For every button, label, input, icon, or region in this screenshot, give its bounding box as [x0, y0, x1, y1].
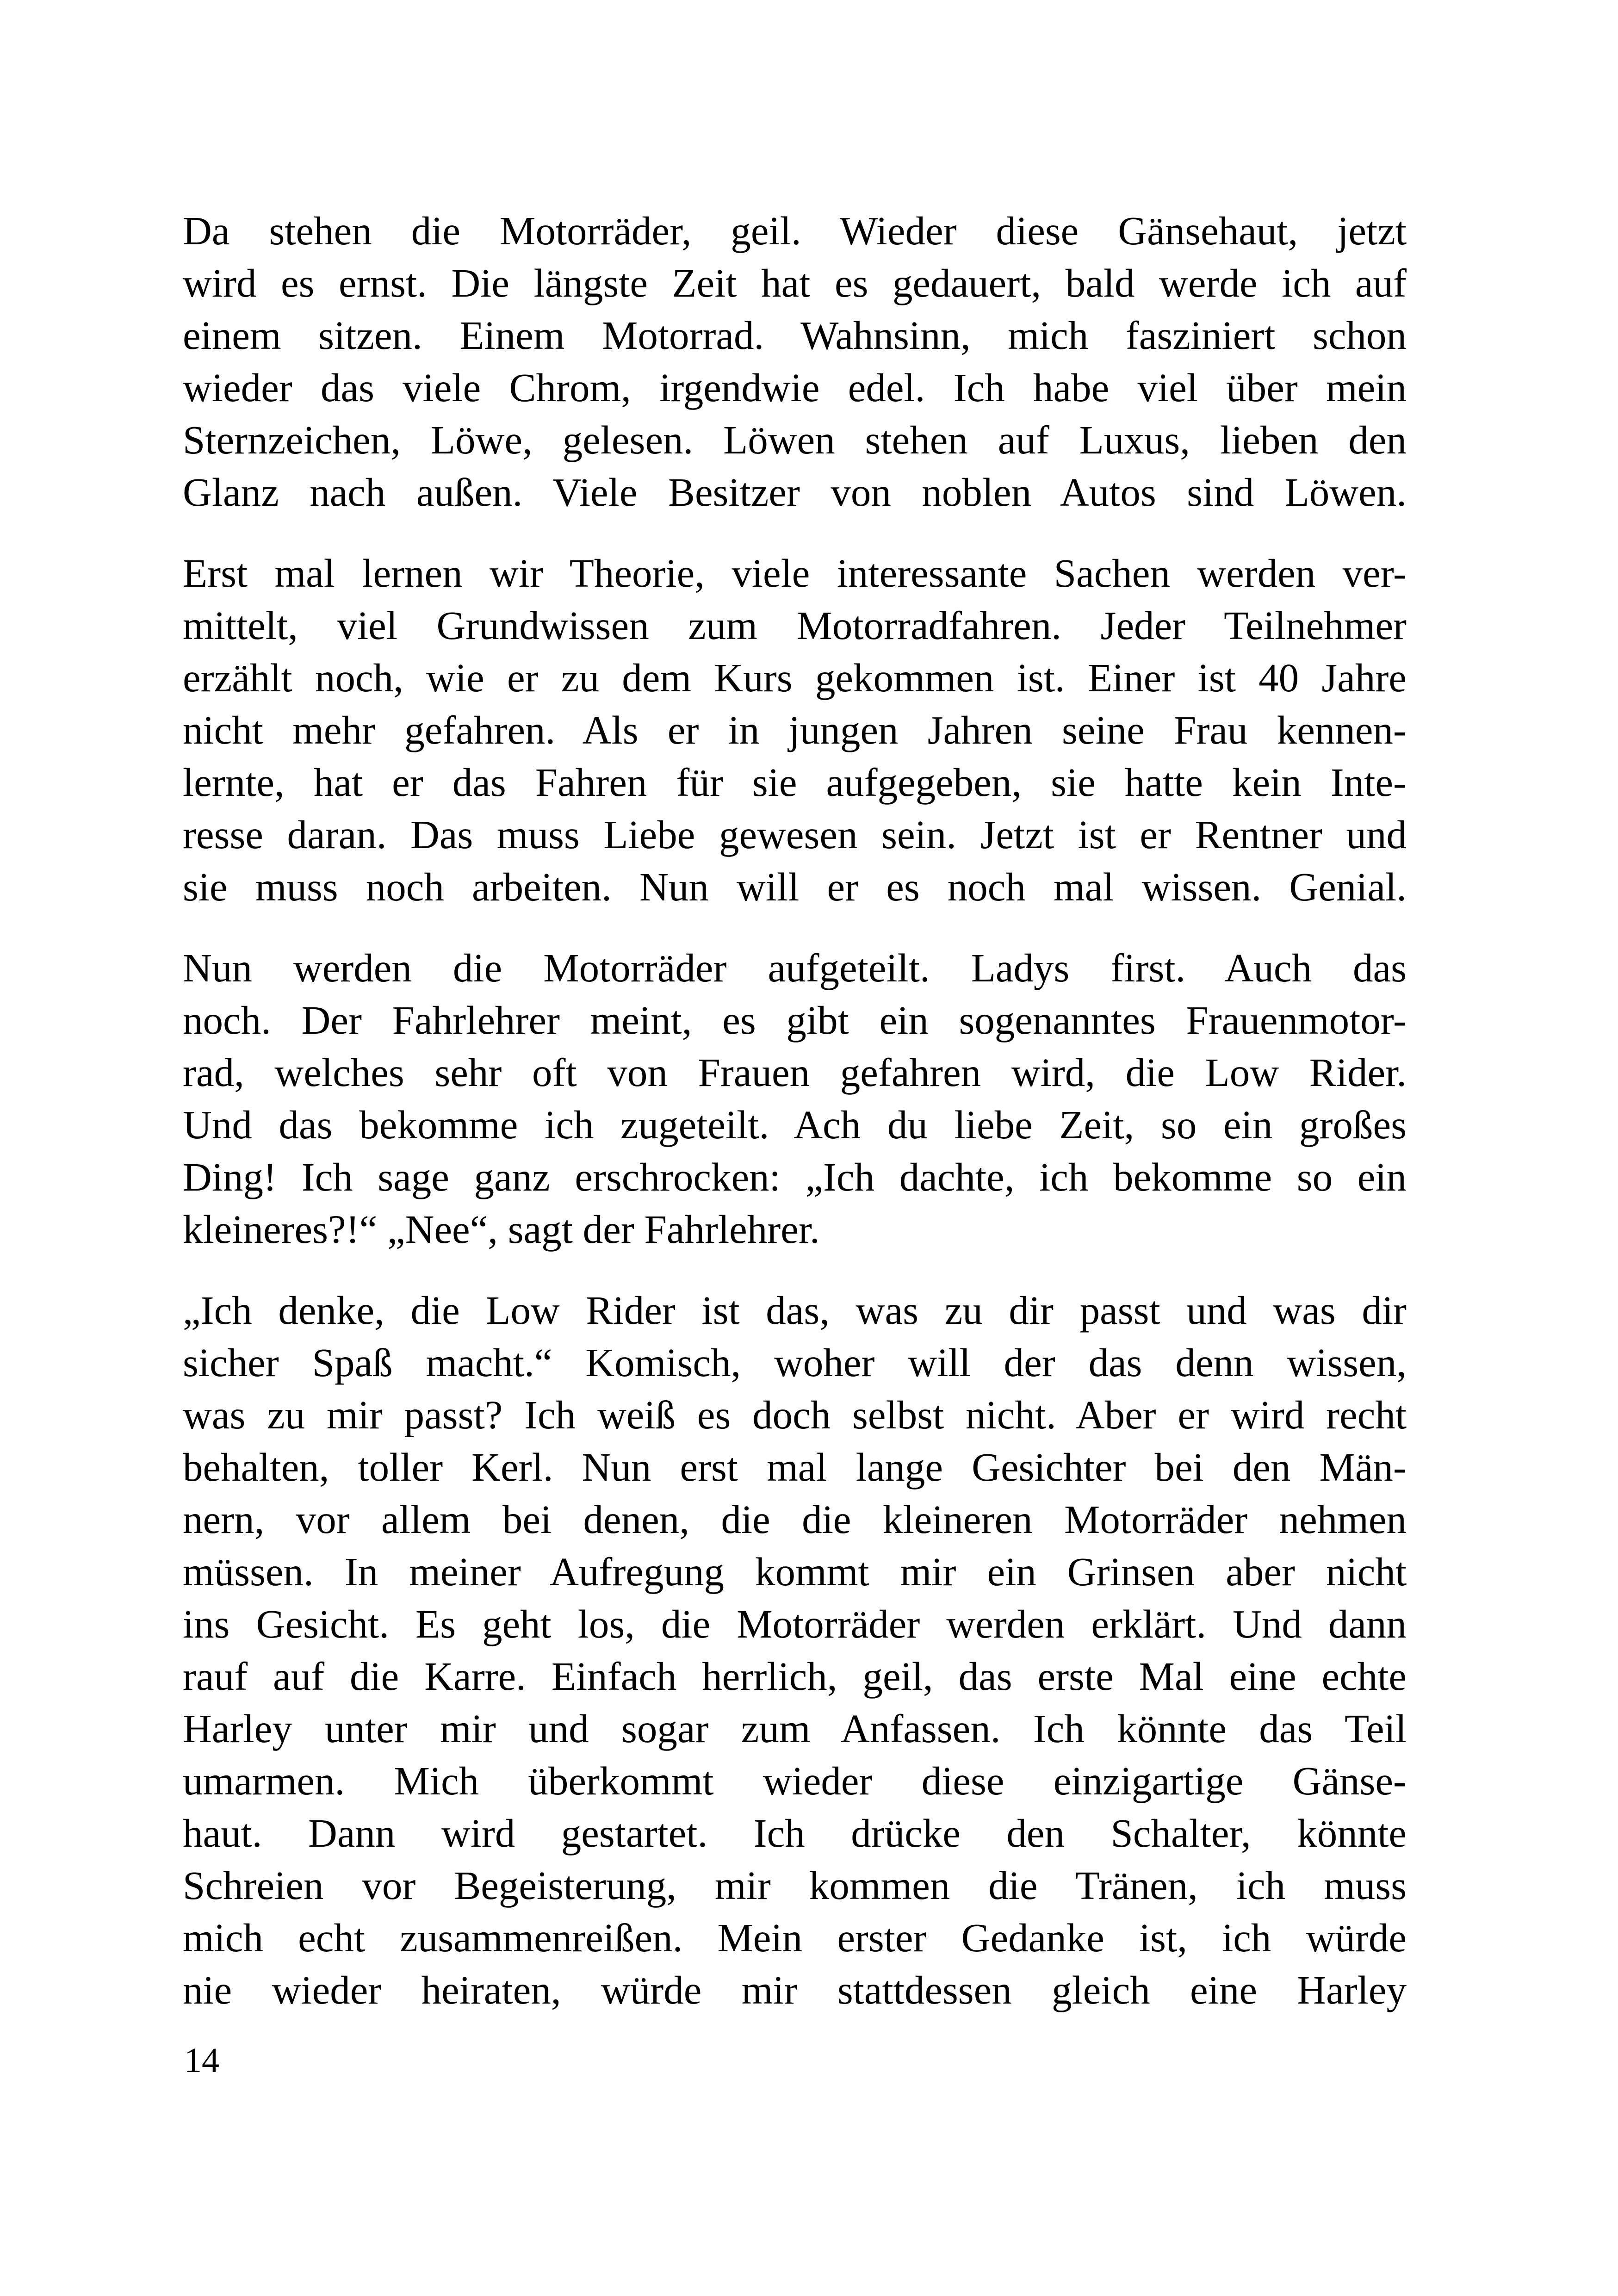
- text-line: wieder das viele Chrom, irgendwie edel. Ich habe viel über mein: [183, 365, 1407, 410]
- text-line: noch. Der Fahrlehrer meint, es gibt ein sogenanntes Frauenmotor-: [183, 998, 1407, 1043]
- text-line: müssen. In meiner Aufregung kommt mir ein Grinsen aber nicht: [183, 1549, 1407, 1594]
- text-line: erzählt noch, wie er zu dem Kurs gekommen ist. Einer ist 40 Jahre: [183, 655, 1407, 700]
- text-line: Sternzeichen, Löwe, gelesen. Löwen stehen auf Luxus, lieben den: [183, 417, 1407, 462]
- text-line: Und das bekomme ich zugeteilt. Ach du liebe Zeit, so ein großes: [183, 1102, 1407, 1147]
- text-line: sie muss noch arbeiten. Nun will er es noch mal wissen. Genial.: [183, 864, 1407, 909]
- text-line: wird es ernst. Die längste Zeit hat es gedauert, bald werde ich auf: [183, 261, 1407, 305]
- text-line: mittelt, viel Grundwissen zum Motorradfahren. Jeder Teilnehmer: [183, 603, 1407, 648]
- text-line: rauf auf die Karre. Einfach herrlich, geil, das erste Mal eine echte: [183, 1654, 1407, 1699]
- paragraph: [183, 942, 1407, 1255]
- text-line: rad, welches sehr oft von Frauen gefahren wird, die Low Rider.: [183, 1050, 1407, 1095]
- text-block: [183, 205, 1407, 2016]
- text-line: sicher Spaß macht.“ Komisch, woher will der das denn wissen,: [183, 1340, 1407, 1385]
- text-line: resse daran. Das muss Liebe gewesen sein. Jetzt ist er Rentner und: [183, 812, 1407, 857]
- text-line: was zu mir passt? Ich weiß es doch selbst nicht. Aber er wird recht: [183, 1392, 1407, 1437]
- text-line: Erst mal lernen wir Theorie, viele interessante Sachen werden ver-: [183, 551, 1407, 596]
- text-line: Harley unter mir und sogar zum Anfassen. Ich könnte das Teil: [183, 1706, 1407, 1751]
- text-line: Glanz nach außen. Viele Besitzer von noblen Autos sind Löwen.: [183, 470, 1407, 515]
- text-line: nie wieder heiraten, würde mir stattdessen gleich eine Harley: [183, 1967, 1407, 2012]
- page-number: 14: [184, 2041, 219, 2080]
- text-line: haut. Dann wird gestartet. Ich drücke den Schalter, könnte: [183, 1811, 1407, 1855]
- text-line: ins Gesicht. Es geht los, die Motorräder werden erklärt. Und dann: [183, 1601, 1407, 1646]
- text-line: Nun werden die Motorräder aufgeteilt. Ladys first. Auch das: [183, 945, 1407, 990]
- text-line: „Ich denke, die Low Rider ist das, was zu dir passt und was dir: [183, 1288, 1407, 1333]
- text-line: nicht mehr gefahren. Als er in jungen Jahren seine Frau kennen-: [183, 707, 1407, 752]
- text-line: umarmen. Mich überkommt wieder diese einzigartige Gänse-: [183, 1758, 1407, 1803]
- text-line: Schreien vor Begeisterung, mir kommen die Tränen, ich muss: [183, 1863, 1407, 1908]
- paragraph: [183, 1284, 1407, 2016]
- paragraph: [183, 205, 1407, 518]
- text-line: einem sitzen. Einem Motorrad. Wahnsinn, mich fasziniert schon: [183, 313, 1407, 358]
- text-line: behalten, toller Kerl. Nun erst mal lange Gesichter bei den Män-: [183, 1445, 1407, 1489]
- text-line: Ding! Ich sage ganz erschrocken: „Ich dachte, ich bekomme so ein: [183, 1154, 1407, 1199]
- paragraph: [183, 547, 1407, 913]
- text-line: kleineres?!“ „Nee“, sagt der Fahrlehrer.: [183, 1207, 820, 1252]
- text-line: nern, vor allem bei denen, die die kleineren Motorräder nehmen: [183, 1497, 1407, 1542]
- text-line: mich echt zusammenreißen. Mein erster Gedanke ist, ich würde: [183, 1915, 1407, 1960]
- text-line: Da stehen die Motorräder, geil. Wieder diese Gänsehaut, jetzt: [183, 208, 1407, 253]
- text-line: lernte, hat er das Fahren für sie aufgegeben, sie hatte kein Inte-: [183, 760, 1407, 805]
